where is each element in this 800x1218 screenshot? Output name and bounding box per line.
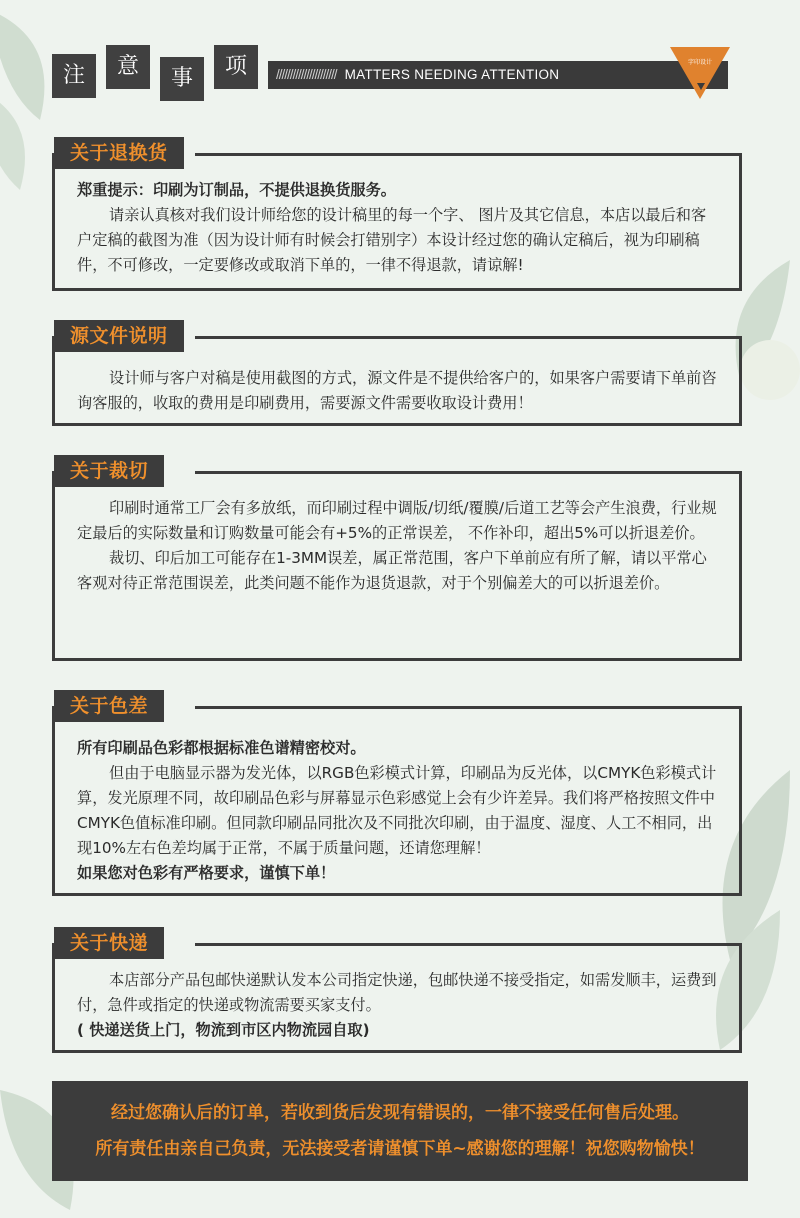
header-char: 意 (106, 45, 150, 89)
footer-notice (52, 1081, 748, 1181)
footer-line: 经过您确认后的订单，若收到货后发现有错误的，一律不接受任何售后处理。 (111, 1103, 689, 1123)
section-line: 请亲认真核对我们设计师给您的设计稿里的每一个字、 图片及其它信息，本店以最后和客户定稿的截图为准（因为设计师有时候会打错别字）本设计经过您的确认定稿后，视为印刷稿件，不可修改，一定要修改或取消下单的，一律不得退款，请谅解! (77, 206, 707, 274)
footer-line: 所有责任由亲自己负责，无法接受者请谨慎下单~感谢您的理解！祝您购物愉快！ (95, 1139, 705, 1159)
section-line: 设计师与客户对稿是使用截图的方式，源文件是不提供给客户的，如果客户需要请下单前咨询客服的，收取的费用是印刷费用，需要源文件需要收取设计费用！ (77, 369, 717, 412)
section-title: 关于退换货 (54, 137, 184, 169)
page-header (46, 45, 746, 105)
header-subtitle: MATTERS NEEDING ATTENTION (344, 67, 560, 82)
section-line: 本店部分产品包邮快递默认发本公司指定快递，包邮快递不接受指定，如需发顺丰，运费到付，急件或指定的快递或物流需要买家支付。 (77, 971, 717, 1014)
section-title: 关于快递 (54, 927, 164, 959)
section-title: 关于色差 (54, 690, 164, 722)
section-box (52, 471, 742, 661)
header-char: 注 (52, 54, 96, 98)
section-line: 所有印刷品色彩都根据标准色谱精密校对。 (77, 739, 366, 757)
section-title: 关于裁切 (54, 455, 164, 487)
header-char: 事 (160, 57, 204, 101)
section-box (52, 153, 742, 291)
section-line: 郑重提示：印刷为订制品，不提供退换货服务。 (77, 181, 396, 199)
section-line: 如果您对色彩有严格要求，谨慎下单！ (77, 864, 336, 882)
section-line: 但由于电脑显示器为发光体，以RGB色彩模式计算，印刷品为反光体，以CMYK色彩模式计算，发光原理不同，故印刷品色彩与屏幕显示色彩感觉上会有少许差异。我们将严格按照文件中CMYK色值标准印刷。但同款印刷品同批次及不同批次印刷，由于温度、湿度、人工不相同，出现10%左右色差均属于正常，不属于质量问题，还请您理解！ (77, 764, 717, 857)
header-char: 项 (214, 45, 258, 89)
header-slashes: ////////////////////// (276, 67, 337, 82)
header-banner (268, 61, 728, 89)
section-line: 印刷时通常工厂会有多放纸，而印刷过程中调版/切纸/覆膜/后道工艺等会产生浪费，行业规定最后的实际数量和订购数量可能会有+5%的正常误差， 不作补印，超出5%可以折退差价。 (77, 499, 717, 542)
section-box (52, 706, 742, 896)
brand-logo (670, 47, 730, 99)
section-title: 源文件说明 (54, 320, 184, 352)
section-line: 裁切、印后加工可能存在1-3MM误差，属正常范围，客户下单前应有所了解，请以平常心客观对待正常范围误差，此类问题不能作为退货退款，对于个别偏差大的可以折退差价。 (77, 549, 707, 592)
brand-logo-text: 字印设计 (687, 59, 712, 66)
section-box (52, 943, 742, 1053)
section-line: ( 快递送货上门，物流到市区内物流园自取) (77, 1021, 370, 1039)
logo-drop-icon (697, 83, 705, 90)
